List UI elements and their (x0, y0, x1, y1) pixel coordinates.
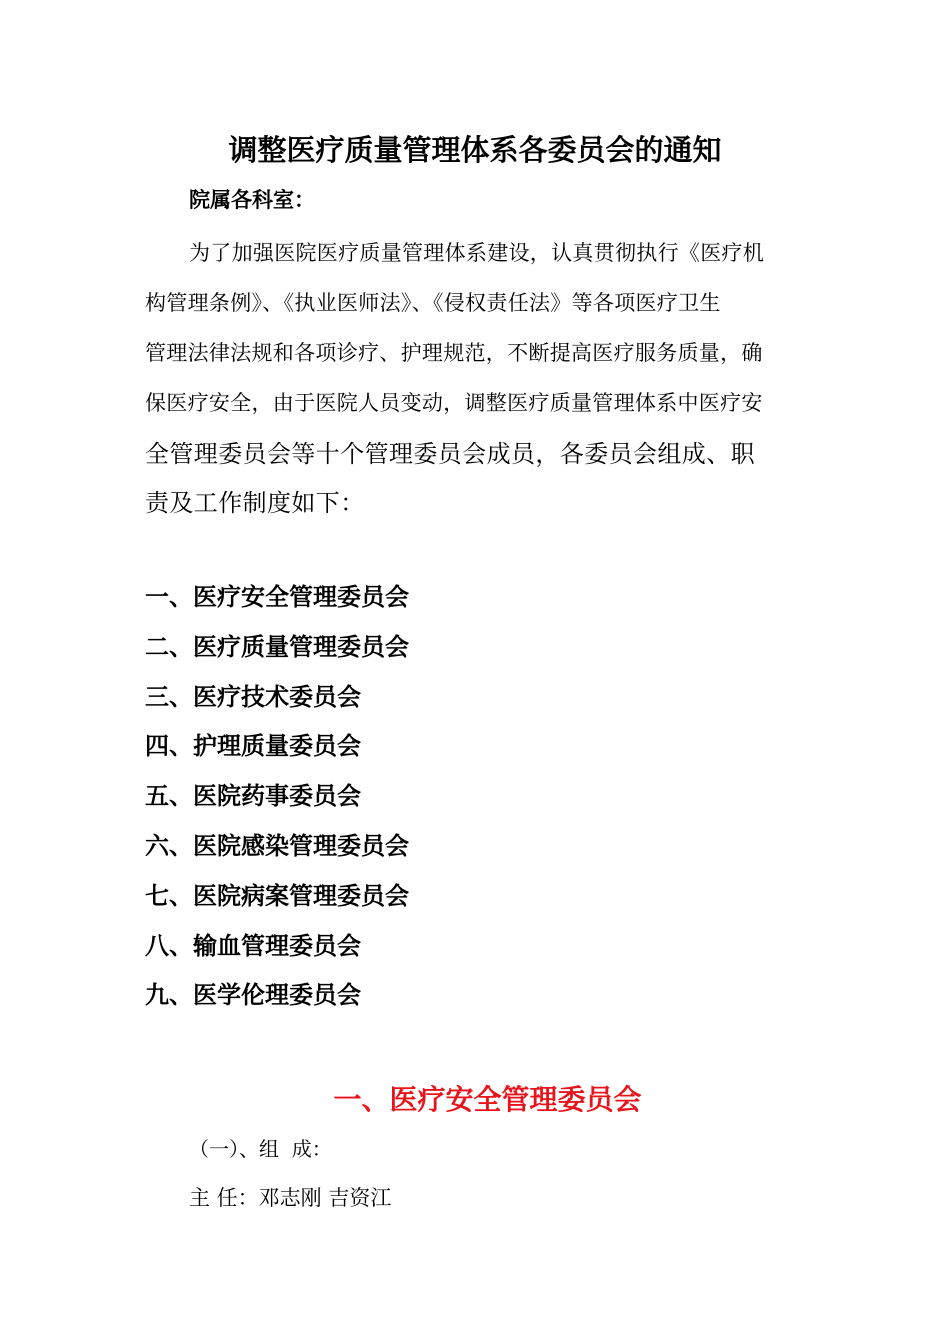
director-line: 主 任：邓志刚 吉资江 (189, 1186, 392, 1210)
list-item: 六、医院感染管理委员会 (145, 831, 409, 860)
list-item: 九、医学伦理委员会 (145, 981, 361, 1010)
paragraph-line: 为了加强医院医疗质量管理体系建设，认真贯彻执行《医疗机 (189, 241, 765, 265)
list-item: 七、医院病案管理委员会 (145, 881, 409, 910)
paragraph-line: 管理法律法规和各项诊疗、护理规范，不断提高医疗服务质量，确 (145, 341, 763, 365)
paragraph-line: 保医疗安全，由于医院人员变动，调整医疗质量管理体系中医疗安 (145, 391, 763, 415)
list-item: 四、护理质量委员会 (145, 732, 361, 761)
list-item: 八、输血管理委员会 (145, 931, 361, 960)
list-item: 二、医疗质量管理委员会 (145, 632, 409, 661)
list-item: 五、医院药事委员会 (145, 782, 361, 811)
document-title: 调整医疗质量管理体系各委员会的通知 (228, 133, 722, 167)
salutation: 院属各科室： (189, 188, 315, 212)
paragraph-line: 构管理条例》、《执业医师法》、《侵权责任法》等各项医疗卫生 (145, 291, 721, 315)
section-title: 一、医疗安全管理委员会 (333, 1083, 642, 1116)
list-item: 三、医疗技术委员会 (145, 682, 361, 711)
paragraph-line: 全管理委员会等十个管理委员会成员，各委员会组成、职 (145, 440, 755, 468)
paragraph-line: 责及工作制度如下： (145, 489, 365, 517)
list-item: 一、医疗安全管理委员会 (145, 583, 409, 611)
section-subhead: （一）、组 成： (189, 1137, 332, 1161)
committee-list (145, 582, 409, 1030)
